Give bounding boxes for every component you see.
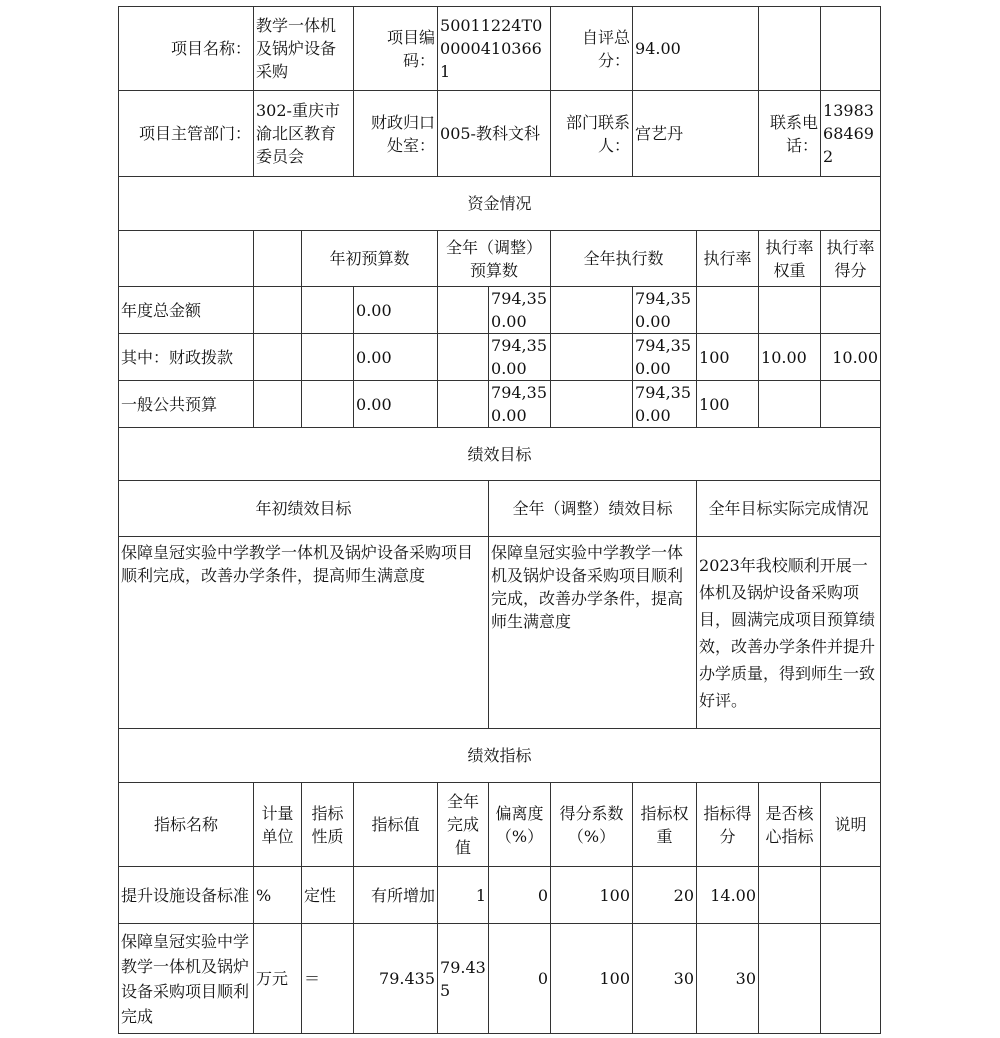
ind-deviation: 0 <box>489 924 551 1034</box>
ind-note <box>821 924 881 1034</box>
funds-header-score: 执行率得分 <box>821 231 881 287</box>
ind-header-deviation: 偏离度（%） <box>489 783 551 867</box>
ind-coef: 100 <box>551 867 633 924</box>
ind-core <box>759 924 821 1034</box>
ind-header-note: 说明 <box>821 783 881 867</box>
info-row-2 <box>119 91 881 177</box>
ind-done: 79.435 <box>438 924 489 1034</box>
empty-cell <box>551 381 633 428</box>
empty-cell <box>438 287 489 334</box>
funds-header-adjusted: 全年（调整）预算数 <box>438 231 551 287</box>
goals-header-initial: 年初绩效目标 <box>119 481 489 537</box>
funds-row <box>119 334 881 381</box>
project-code-label: 项目编码： <box>354 7 438 91</box>
finance: 005-教科文科 <box>438 91 551 177</box>
dept-label: 项目主管部门： <box>119 91 254 177</box>
funds-executed: 794,350.00 <box>633 381 697 428</box>
goal-actual-text: 2023年我校顺利开展一体机及锅炉设备采购项目，圆满完成项目预算绩效，改善办学条件并提升办学质量，得到师生一致好评。 <box>697 537 881 729</box>
funds-row-label: 一般公共预算 <box>119 381 254 428</box>
ind-header-value: 指标值 <box>354 783 438 867</box>
phone: 13983684692 <box>821 91 881 177</box>
indicator-row <box>119 924 881 1034</box>
empty-cell <box>759 7 821 91</box>
ind-value: 79.435 <box>354 924 438 1034</box>
funds-header-weight: 执行率权重 <box>759 231 821 287</box>
goal-adjusted-text: 保障皇冠实验中学教学一体机及锅炉设备采购项目顺利完成，改善办学条件，提高师生满意度 <box>489 537 697 729</box>
funds-row-label: 其中：财政拨款 <box>119 334 254 381</box>
funds-row-label: 年度总金额 <box>119 287 254 334</box>
funds-rate: 100 <box>697 334 759 381</box>
ind-nature: ＝ <box>302 924 354 1034</box>
funds-weight <box>759 381 821 428</box>
ind-weight: 30 <box>633 924 697 1034</box>
empty-cell <box>302 287 354 334</box>
funds-header-row <box>119 231 881 287</box>
finance-label: 财政归口处室： <box>354 91 438 177</box>
evaluation-table <box>118 6 881 1034</box>
self-score: 94.00 <box>633 7 759 91</box>
ind-header-name: 指标名称 <box>119 783 254 867</box>
ind-header-score: 指标得分 <box>697 783 759 867</box>
funds-header-initial: 年初预算数 <box>302 231 438 287</box>
ind-note <box>821 867 881 924</box>
project-code: 50011224T000004103661 <box>438 7 551 91</box>
funds-header-rate: 执行率 <box>697 231 759 287</box>
ind-name: 提升设施设备标准 <box>119 867 254 924</box>
funds-score <box>821 287 881 334</box>
funds-weight <box>759 287 821 334</box>
funds-adjusted: 794,350.00 <box>489 287 551 334</box>
contact-person: 宫艺丹 <box>633 91 759 177</box>
self-score-label: 自评总分： <box>551 7 633 91</box>
ind-done: 1 <box>438 867 489 924</box>
funds-initial: 0.00 <box>354 381 438 428</box>
ind-header-done: 全年完成值 <box>438 783 489 867</box>
funds-rate <box>697 287 759 334</box>
ind-nature: 定性 <box>302 867 354 924</box>
empty-cell <box>254 231 302 287</box>
dept: 302-重庆市渝北区教育委员会 <box>254 91 354 177</box>
funds-initial: 0.00 <box>354 287 438 334</box>
ind-header-unit: 计量单位 <box>254 783 302 867</box>
ind-header-nature: 指标性质 <box>302 783 354 867</box>
ind-score: 30 <box>697 924 759 1034</box>
ind-header-core: 是否核心指标 <box>759 783 821 867</box>
empty-cell <box>551 334 633 381</box>
ind-core <box>759 867 821 924</box>
phone-label: 联系电话： <box>759 91 821 177</box>
empty-cell <box>254 381 302 428</box>
goals-header-actual: 全年目标实际完成情况 <box>697 481 881 537</box>
ind-unit: 万元 <box>254 924 302 1034</box>
empty-cell <box>438 381 489 428</box>
contact-person-label: 部门联系人： <box>551 91 633 177</box>
funds-weight: 10.00 <box>759 334 821 381</box>
ind-coef: 100 <box>551 924 633 1034</box>
empty-cell <box>302 334 354 381</box>
goals-section-title: 绩效目标 <box>119 428 881 481</box>
funds-score: 10.00 <box>821 334 881 381</box>
goals-header-adjusted: 全年（调整）绩效目标 <box>489 481 697 537</box>
ind-score: 14.00 <box>697 867 759 924</box>
goal-initial-text: 保障皇冠实验中学教学一体机及锅炉设备采购项目顺利完成，改善办学条件，提高师生满意度 <box>119 537 489 729</box>
funds-row <box>119 381 881 428</box>
ind-weight: 20 <box>633 867 697 924</box>
empty-cell <box>551 287 633 334</box>
goals-header-row <box>119 481 881 537</box>
empty-cell <box>821 7 881 91</box>
indicators-section-title: 绩效指标 <box>119 729 881 783</box>
indicators-header-row <box>119 783 881 867</box>
funds-initial: 0.00 <box>354 334 438 381</box>
funds-section-row <box>119 177 881 231</box>
funds-row <box>119 287 881 334</box>
empty-cell <box>438 334 489 381</box>
funds-section-title: 资金情况 <box>119 177 881 231</box>
goals-content-row <box>119 537 881 729</box>
empty-cell <box>254 287 302 334</box>
ind-header-coef: 得分系数（%） <box>551 783 633 867</box>
funds-adjusted: 794,350.00 <box>489 334 551 381</box>
indicators-section-row <box>119 729 881 783</box>
funds-adjusted: 794,350.00 <box>489 381 551 428</box>
funds-score <box>821 381 881 428</box>
project-name: 教学一体机及锅炉设备采购 <box>254 7 354 91</box>
ind-name: 保障皇冠实验中学教学一体机及锅炉设备采购项目顺利完成 <box>119 924 254 1034</box>
empty-cell <box>119 231 254 287</box>
funds-executed: 794,350.00 <box>633 334 697 381</box>
info-row-1 <box>119 7 881 91</box>
ind-deviation: 0 <box>489 867 551 924</box>
ind-unit: % <box>254 867 302 924</box>
project-name-label: 项目名称： <box>119 7 254 91</box>
goals-section-row <box>119 428 881 481</box>
funds-executed: 794,350.00 <box>633 287 697 334</box>
funds-rate: 100 <box>697 381 759 428</box>
empty-cell <box>302 381 354 428</box>
ind-header-weight: 指标权重 <box>633 783 697 867</box>
indicator-row <box>119 867 881 924</box>
ind-value: 有所增加 <box>354 867 438 924</box>
funds-header-executed: 全年执行数 <box>551 231 697 287</box>
empty-cell <box>254 334 302 381</box>
